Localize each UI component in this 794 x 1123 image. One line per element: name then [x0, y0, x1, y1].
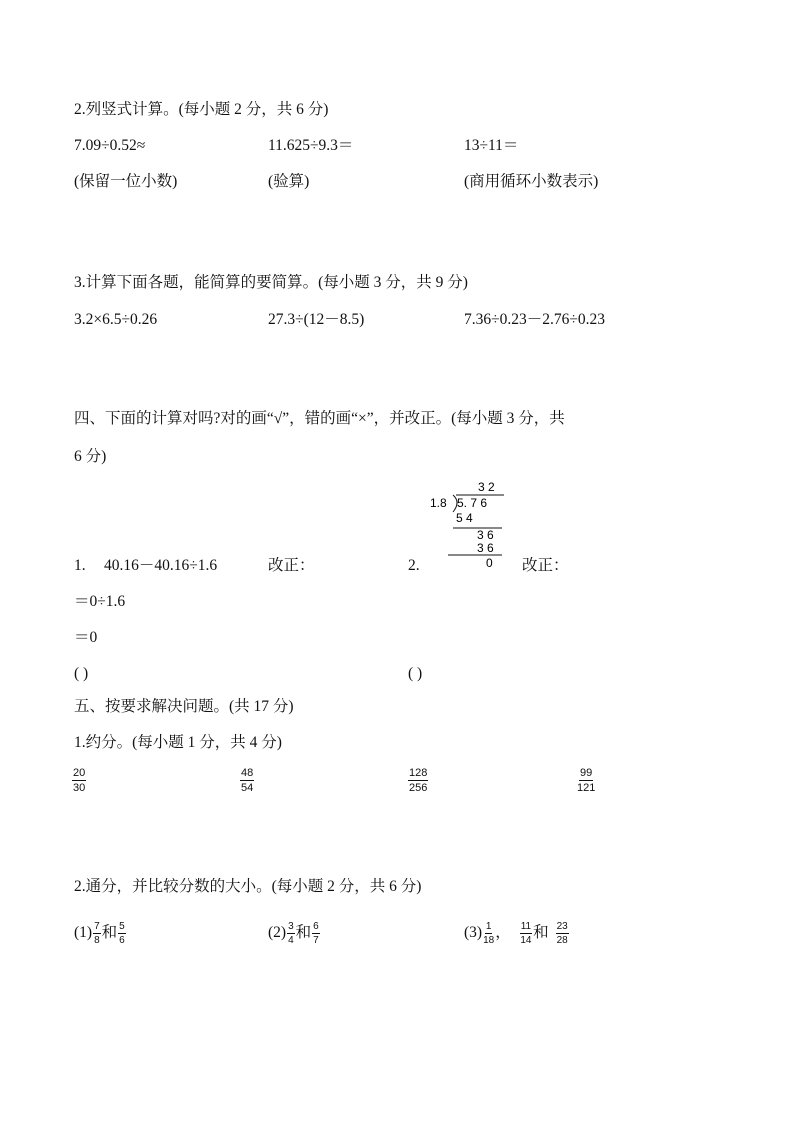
fraction-numerator: 6 — [313, 920, 319, 932]
fraction-denominator: 30 — [73, 782, 86, 794]
q5-1-heading: 1.约分。(每小题 1 分，共 4 分) — [74, 734, 282, 751]
separator: ， — [495, 924, 511, 941]
fraction-numerator: 11 — [520, 920, 532, 932]
division-row-2: 3 6 — [477, 528, 494, 542]
fraction-numerator: 48 — [241, 767, 254, 779]
q3-heading: 3.计算下面各题，能简算的要简算。(每小题 3 分，共 9 分) — [74, 274, 468, 291]
fraction-denominator: 54 — [241, 782, 254, 794]
q5-2-heading: 2.通分，并比较分数的大小。(每小题 2 分，共 6 分) — [74, 878, 422, 895]
fraction-11-14 — [520, 921, 532, 946]
fraction-128-256 — [408, 767, 428, 794]
fraction-numerator: 99 — [580, 767, 593, 779]
division-divisor: 1.8 — [430, 496, 447, 510]
conjunction: 和 — [101, 924, 118, 941]
fraction-denominator: 14 — [520, 934, 532, 946]
q2-note-2: (验算) — [268, 173, 310, 190]
division-row-1: 5 4 — [456, 511, 473, 525]
fraction-6-7 — [312, 921, 320, 946]
fraction-numerator: 1 — [485, 920, 492, 932]
conjunction: 和 — [533, 924, 549, 941]
compare-item-2 — [268, 918, 321, 948]
section4-heading-line1: 四、下面的计算对吗?对的画“√”，错的画“×”，并改正。(每小题 3 分，共 — [74, 410, 565, 427]
q3-problem-1: 3.2×6.5÷0.26 — [74, 311, 158, 328]
division-remainder: 0 — [486, 556, 493, 570]
fraction-1-18 — [483, 921, 494, 946]
item1-fix-label: 改正： — [268, 557, 315, 574]
item-label: (1) — [74, 924, 93, 941]
fraction-5-6 — [118, 921, 126, 946]
q2-note-3: (商用循环小数表示) — [464, 173, 599, 190]
fraction-denominator: 7 — [313, 934, 319, 946]
division-dividend: 5. 7 6 — [457, 496, 488, 510]
fraction-3-4 — [287, 921, 295, 946]
fraction-denominator: 18 — [483, 934, 495, 946]
item1-answer-box: ( ) — [74, 665, 89, 682]
q2-note-1: (保留一位小数) — [74, 173, 178, 190]
item-label: (3) — [464, 924, 483, 941]
fraction-denominator: 6 — [119, 934, 125, 946]
q2-problem-3: 13÷11＝ — [464, 137, 519, 154]
fraction-numerator: 23 — [556, 920, 568, 932]
item1-number: 1. — [74, 557, 86, 574]
item1-expression: 40.16－40.16÷1.6 — [104, 557, 218, 574]
q2-problem-2: 11.625÷9.3＝ — [268, 137, 354, 154]
section5-heading: 五、按要求解决问题。(共 17 分) — [74, 698, 294, 715]
division-quotient: 3 2 — [478, 480, 495, 494]
fraction-23-28 — [556, 921, 569, 946]
fraction-denominator: 121 — [577, 782, 596, 794]
item1-step-1: ＝0÷1.6 — [74, 593, 126, 610]
fraction-numerator: 20 — [73, 767, 86, 779]
q2-heading: 2.列竖式计算。(每小题 2 分，共 6 分) — [74, 101, 329, 118]
fraction-denominator: 4 — [288, 934, 294, 946]
item2-number: 2. — [408, 557, 420, 574]
q3-problem-3: 7.36÷0.23－2.76÷0.23 — [464, 311, 606, 328]
compare-item-3 — [464, 918, 570, 948]
compare-item-1 — [74, 918, 127, 948]
fraction-denominator: 256 — [409, 782, 428, 794]
section4-heading-line2: 6 分) — [74, 448, 107, 465]
q2-problem-1: 7.09÷0.52≈ — [74, 137, 146, 154]
fraction-numerator: 5 — [119, 920, 125, 932]
conjunction: 和 — [295, 924, 312, 941]
item2-answer-box: ( ) — [408, 665, 423, 682]
fraction-48-54 — [240, 767, 254, 794]
fraction-numerator: 7 — [94, 920, 100, 932]
q3-problem-2: 27.3÷(12－8.5) — [268, 311, 365, 328]
fraction-99-121 — [577, 767, 595, 794]
division-row-3: 3 6 — [477, 541, 494, 555]
long-division-figure — [420, 476, 520, 572]
fraction-denominator: 8 — [94, 934, 100, 946]
fraction-numerator: 3 — [288, 920, 294, 932]
item1-step-2: ＝0 — [74, 629, 98, 646]
fraction-numerator: 128 — [409, 767, 428, 779]
fraction-7-8 — [93, 921, 101, 946]
item-label: (2) — [268, 924, 287, 941]
fraction-denominator: 28 — [556, 934, 568, 946]
fraction-20-30 — [72, 767, 86, 794]
item2-fix-label: 改正： — [522, 557, 569, 574]
